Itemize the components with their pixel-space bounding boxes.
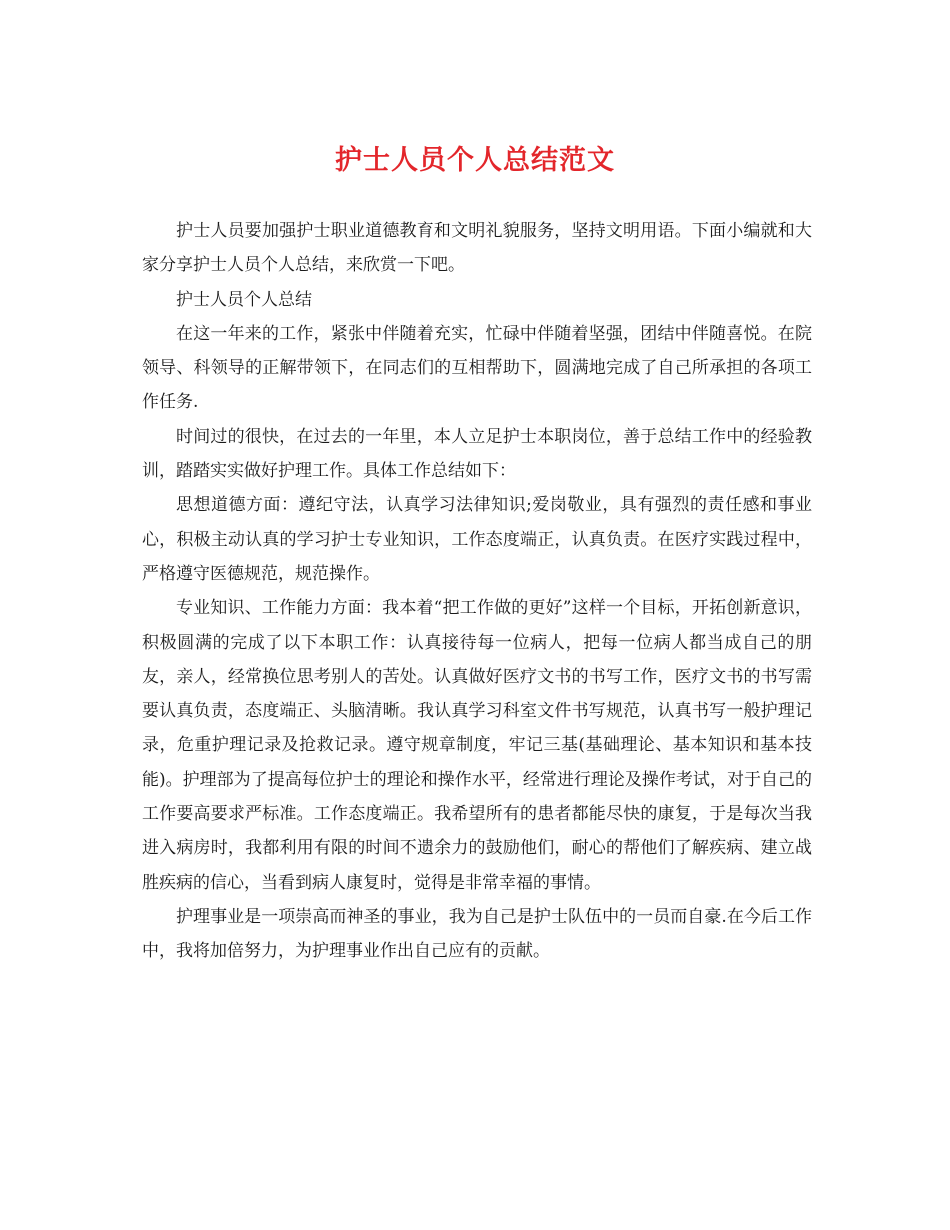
paragraph-professional-aspect: 专业知识、工作能力方面：我本着“把工作做的更好”这样一个目标，开拓创新意识，积极圆满的完成了以下本职工作：认真接待每一位病人，把每一位病人都当成自己的朋友，亲人，经常换位思考别人的苦处。认真做好医疗文书的书写工作，医疗文书的书写需要认真负责，态度端正、头脑清晰。我认真学习科室文件书写规范，认真书写一般护理记录，危重护理记录及抢救记录。遵守规章制度，牢记三基(基础理论、基本知识和基本技能)。护理部为了提高每位护士的理论和操作水平，经常进行理论及操作考试，对于自己的工作要高要求严标准。工作态度端正。我希望所有的患者都能尽快的康复，于是每次当我进入病房时，我都利用有限的时间不遗余力的鼓励他们，耐心的帮他们了解疾病、建立战胜疾病的信心，当看到病人康复时，觉得是非常幸福的事情。 <box>142 598 812 893</box>
document-title: 护士人员个人总结范文 <box>335 145 615 176</box>
paragraph-intro: 护士人员要加强护士职业道德教育和文明礼貌服务，坚持文明用语。下面小编就和大家分享护士人员个人总结，来欣赏一下吧。 <box>142 221 812 276</box>
paragraph-conclusion: 护理事业是一项崇高而神圣的事业，我为自己是护士队伍中的一员而自豪.在今后工作中，我将加倍努力，为护理事业作出自己应有的贡献。 <box>142 906 812 962</box>
paragraph-subheading: 护士人员个人总结 <box>176 289 312 310</box>
paragraph-year-overview: 在这一年来的工作，紧张中伴随着充实，忙碌中伴随着坚强，团结中伴随喜悦。在院领导、科领导的正解带领下，在同志们的互相帮助下，圆满地完成了自己所承担的各项工作任务. <box>142 323 812 413</box>
paragraph-time-passed: 时间过的很快，在过去的一年里，本人立足护士本职岗位，善于总结工作中的经验教训，踏踏实实做好护理工作。具体工作总结如下： <box>142 426 812 482</box>
document-body <box>142 214 812 969</box>
paragraph-moral-aspect: 思想道德方面：遵纪守法，认真学习法律知识;爱岗敬业，具有强烈的责任感和事业心，积极主动认真的学习护士专业知识，工作态度端正，认真负责。在医疗实践过程中，严格遵守医德规范，规范操作。 <box>142 495 812 584</box>
